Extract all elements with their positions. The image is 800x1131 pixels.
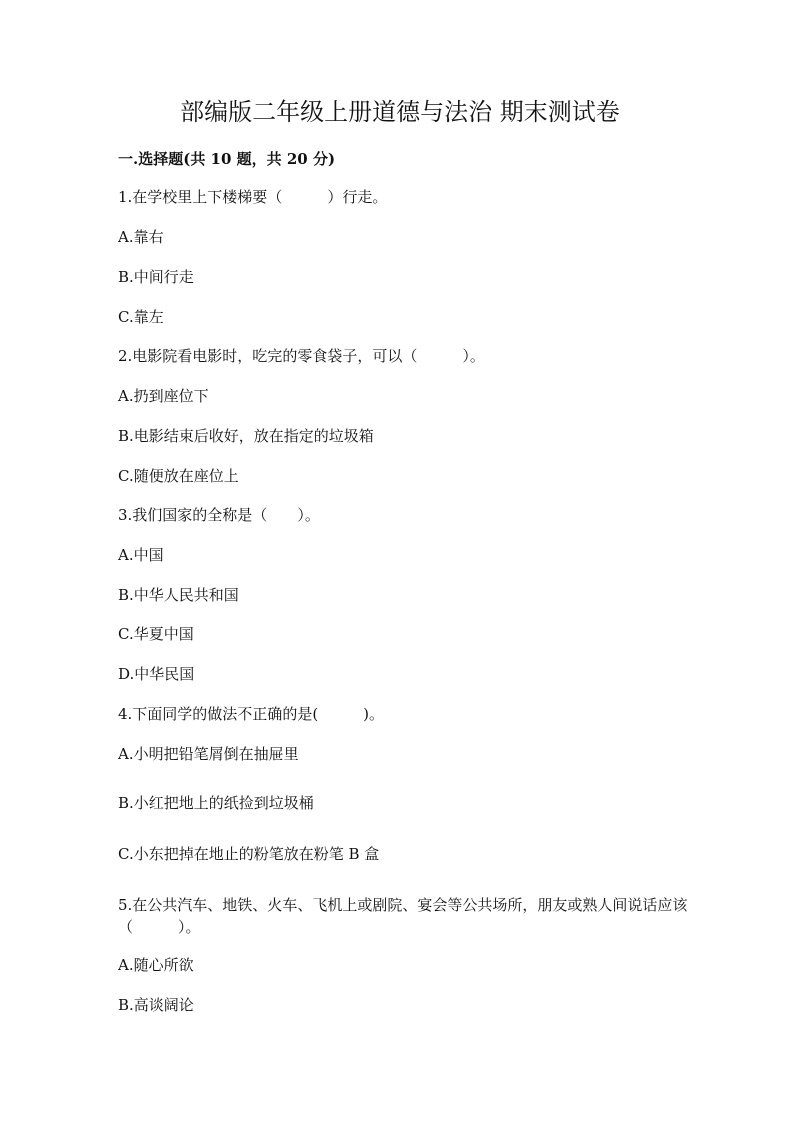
question-2-option-a: A.扔到座位下 xyxy=(118,387,209,405)
question-1-option-a: A.靠右 xyxy=(118,228,164,246)
question-2-stem: 2.电影院看电影时，吃完的零食袋子，可以（ ）。 xyxy=(118,347,485,365)
question-3-option-b: B.中华人民共和国 xyxy=(118,586,239,604)
question-5-stem: 5.在公共汽车、地铁、火车、飞机上或剧院、宴会等公共场所，朋友或熟人间说话应该（ ）。 xyxy=(118,896,688,936)
question-4-option-b: B.小红把地上的纸捡到垃圾桶 xyxy=(118,794,314,812)
question-5-option-a: A.随心所欲 xyxy=(118,956,194,974)
exam-title: 部编版二年级上册道德与法治 期末测试卷 xyxy=(180,98,620,126)
question-5-option-b: B.高谈阔论 xyxy=(118,996,194,1014)
question-3-option-c: C.华夏中国 xyxy=(118,625,194,643)
question-2-option-b: B.电影结束后收好，放在指定的垃圾箱 xyxy=(118,427,374,445)
question-1-stem: 1.在学校里上下楼梯要（ ）行走。 xyxy=(118,188,388,206)
question-3-stem: 3.我们国家的全称是（ ）。 xyxy=(118,506,320,524)
question-4-stem: 4.下面同学的做法不正确的是( )。 xyxy=(118,705,385,723)
section-heading: 一.选择题(共 10 题，共 20 分) xyxy=(118,150,336,168)
question-3-option-a: A.中国 xyxy=(118,546,164,564)
question-1-option-c: C.靠左 xyxy=(118,308,164,326)
question-2-option-c: C.随便放在座位上 xyxy=(118,467,239,485)
question-3-option-d: D.中华民国 xyxy=(118,665,195,683)
question-4-option-c: C.小东把掉在地止的粉笔放在粉笔 B 盒 xyxy=(118,845,380,863)
question-4-option-a: A.小明把铅笔屑倒在抽屉里 xyxy=(118,745,299,763)
question-1-option-b: B.中间行走 xyxy=(118,268,194,286)
